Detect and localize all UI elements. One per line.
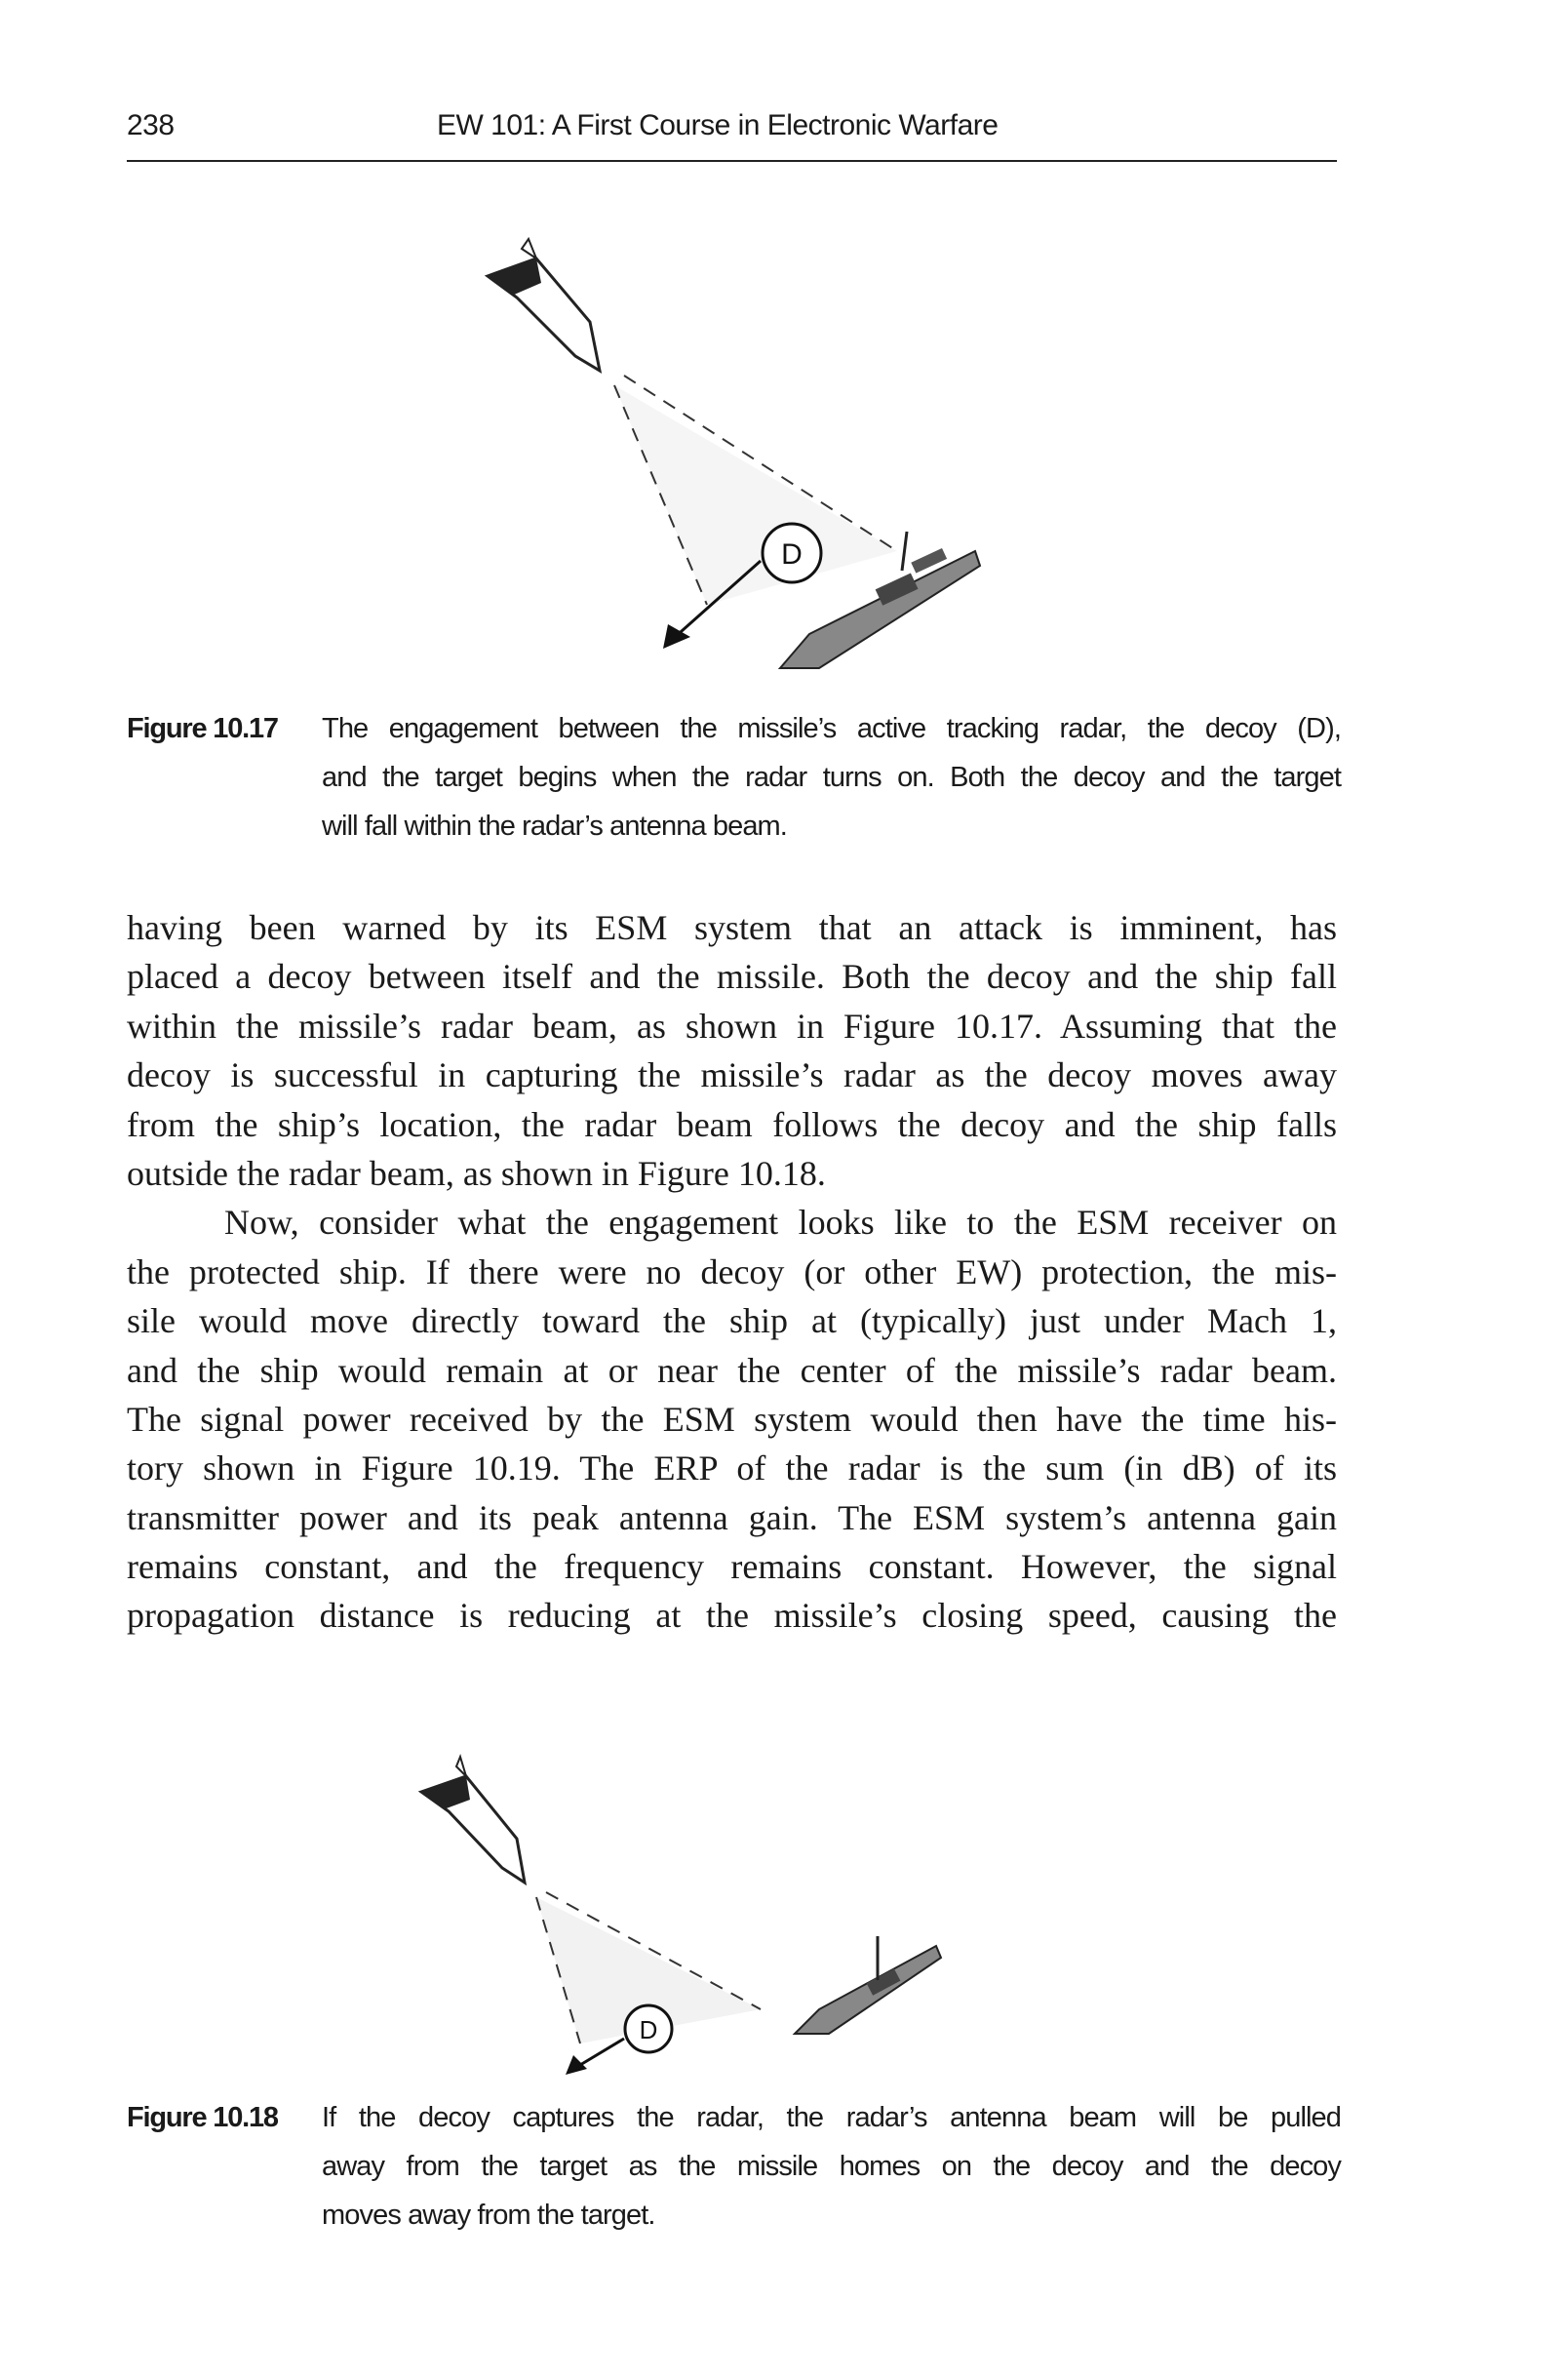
text-line: from the ship’s location, the radar beam follows the decoy and the ship falls <box>127 1104 1337 1144</box>
missile-icon <box>488 239 600 371</box>
caption-line: away from the target as the missile homes on the decoy and the decoy <box>322 2151 1341 2182</box>
text-line: the protected ship. If there were no decoy (or other EW) protection, the mis- <box>127 1251 1337 1291</box>
decoy-marker <box>763 524 821 582</box>
caption-line: will fall within the radar’s antenna beam. <box>322 811 787 842</box>
caption-line: The engagement between the missile’s active tracking radar, the decoy (D), <box>322 713 1341 744</box>
figure-10-17-caption <box>127 704 1341 851</box>
text-line: The signal power received by the ESM system would then have the time his- <box>127 1399 1337 1439</box>
figure-10-18-caption <box>127 2093 1341 2240</box>
caption-line: If the decoy captures the radar, the radar’s antenna beam will be pulled <box>322 2102 1341 2133</box>
header-rule <box>127 160 1337 162</box>
caption-line: moves away from the target. <box>322 2200 655 2231</box>
caption-label: Figure 10.17 <box>127 713 278 744</box>
text-line: outside the radar beam, as shown in Figure 10.18. <box>127 1153 826 1193</box>
text-line: sile would move directly toward the ship at (typically) just under Mach 1, <box>127 1301 1337 1341</box>
figure-10-18-diagram <box>410 1751 956 2087</box>
running-header <box>127 109 1337 158</box>
missile-icon <box>421 1757 525 1883</box>
text-line: propagation distance is reducing at the missile’s closing speed, causing the <box>127 1596 1337 1636</box>
figure-10-17-diagram <box>468 229 1014 688</box>
text-line: transmitter power and its peak antenna gain. The ESM system’s antenna gain <box>127 1497 1337 1537</box>
text-line: Now, consider what the engagement looks like to the ESM receiver on <box>224 1203 1337 1243</box>
text-line: and the ship would remain at or near the center of the missile’s radar beam. <box>127 1350 1337 1390</box>
caption-line: and the target begins when the radar turns on. Both the decoy and the target <box>322 762 1341 793</box>
text-line: remains constant, and the frequency remains constant. However, the signal <box>127 1547 1337 1587</box>
text-line: decoy is successful in capturing the missile’s radar as the decoy moves away <box>127 1055 1337 1095</box>
book-title: EW 101: A First Course in Electronic Warfare <box>437 109 999 141</box>
beam-fill <box>614 385 897 605</box>
text-line: tory shown in Figure 10.19. The ERP of the radar is the sum (in dB) of its <box>127 1448 1337 1488</box>
text-line: placed a decoy between itself and the missile. Both the decoy and the ship fall <box>127 957 1337 997</box>
text-line: having been warned by its ESM system that an attack is imminent, has <box>127 908 1337 947</box>
page-number: 238 <box>127 109 175 141</box>
text-line: within the missile’s radar beam, as shown in Figure 10.17. Assuming that the <box>127 1006 1337 1046</box>
decoy-label: D <box>781 538 803 571</box>
decoy-marker <box>625 2005 672 2052</box>
ship-icon <box>795 1936 941 2034</box>
body-text <box>127 903 1337 1641</box>
decoy-label: D <box>639 2015 658 2044</box>
arrowhead-icon <box>566 2055 587 2075</box>
caption-label: Figure 10.18 <box>127 2102 278 2133</box>
